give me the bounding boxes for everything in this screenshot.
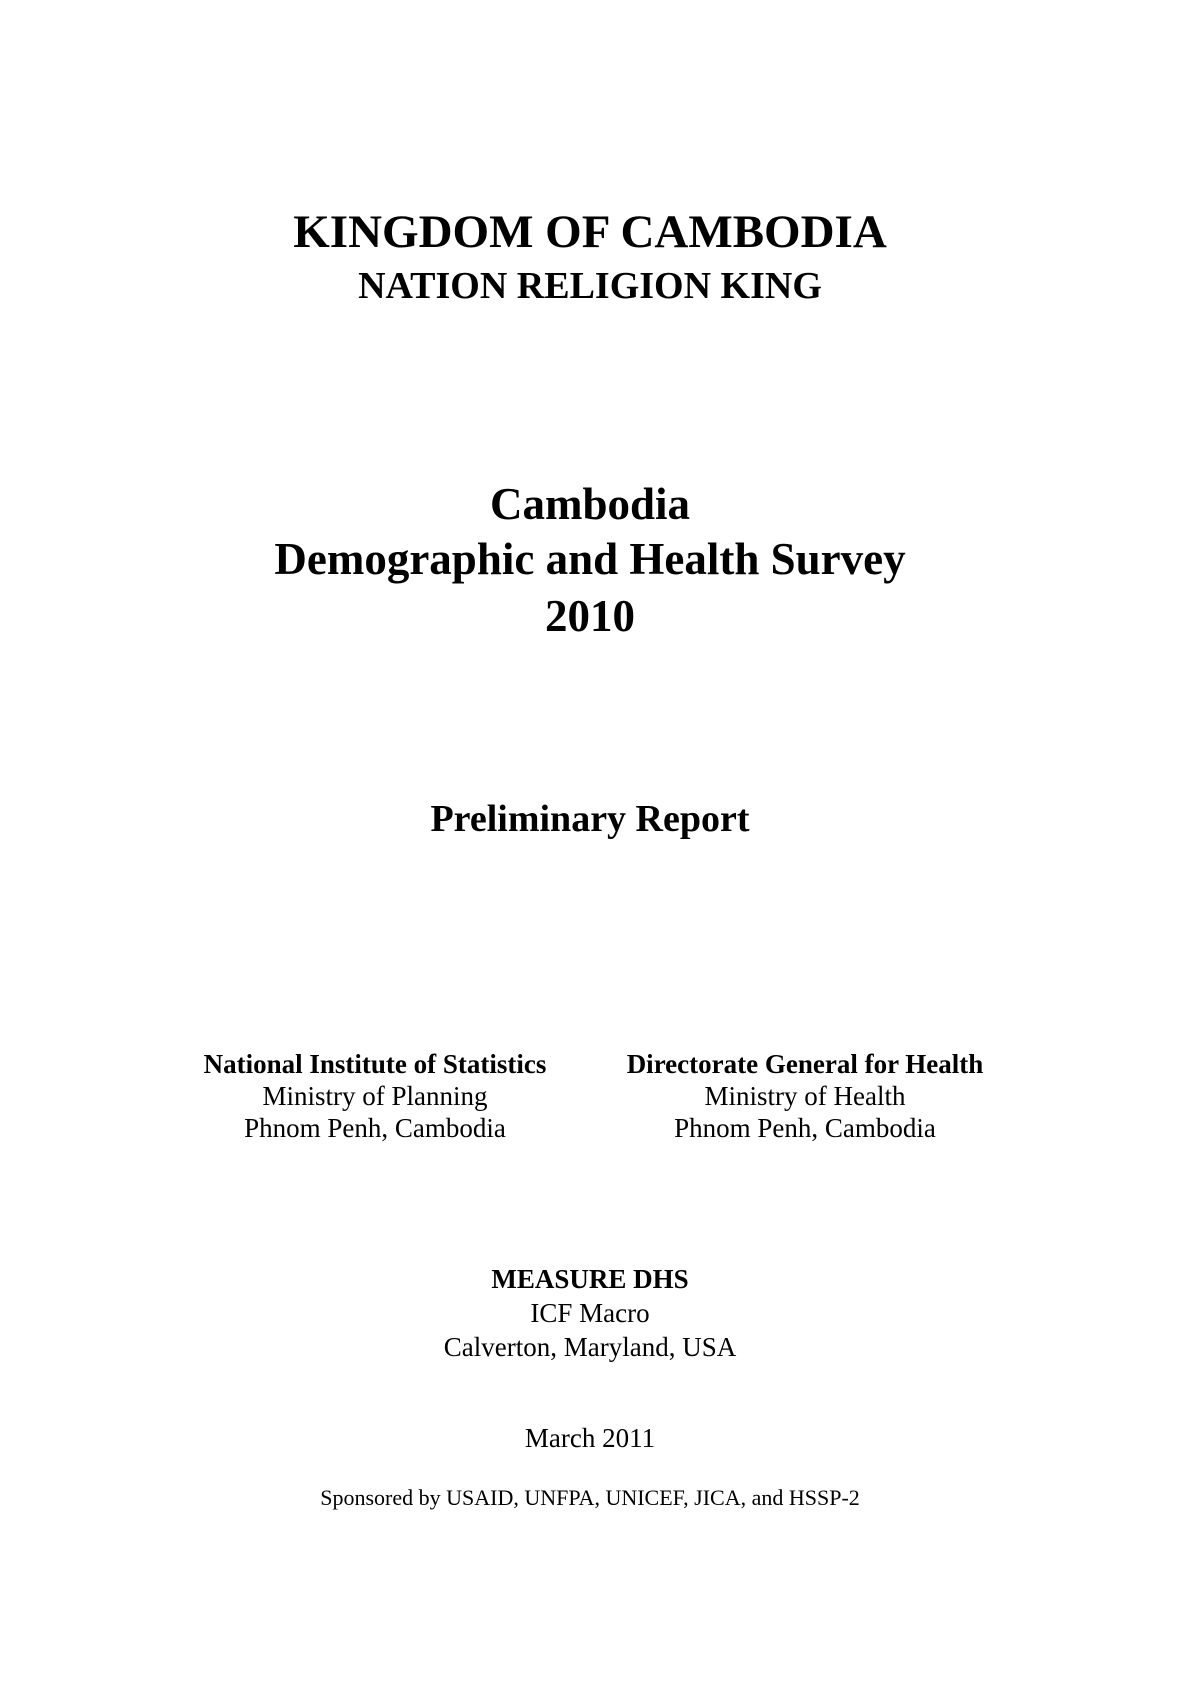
report-type: Preliminary Report bbox=[430, 798, 750, 840]
institution-name: Directorate General for Health bbox=[626, 1049, 984, 1079]
measure-dhs-location: Calverton, Maryland, USA bbox=[443, 1332, 737, 1362]
institution-ministry: Ministry of Planning bbox=[262, 1081, 488, 1111]
institution-nis bbox=[145, 1048, 605, 1144]
measure-dhs-block bbox=[0, 1262, 1180, 1364]
national-motto: NATION RELIGION KING bbox=[358, 265, 822, 307]
institution-location: Phnom Penh, Cambodia bbox=[674, 1113, 936, 1143]
institution-location: Phnom Penh, Cambodia bbox=[244, 1113, 506, 1143]
institution-ministry: Ministry of Health bbox=[704, 1081, 906, 1111]
kingdom-title: KINGDOM OF CAMBODIA bbox=[293, 206, 887, 258]
institution-name: National Institute of Statistics bbox=[203, 1049, 547, 1079]
institution-dgh bbox=[575, 1048, 1035, 1144]
publication-date: March 2011 bbox=[524, 1423, 656, 1453]
measure-dhs-organization: ICF Macro bbox=[530, 1298, 650, 1328]
sponsor-line: Sponsored by USAID, UNFPA, UNICEF, JICA, and HSSP-2 bbox=[320, 1485, 860, 1510]
measure-dhs-name: MEASURE DHS bbox=[491, 1264, 689, 1294]
survey-name: Demographic and Health Survey bbox=[274, 534, 906, 584]
survey-country: Cambodia bbox=[489, 479, 691, 529]
survey-year: 2010 bbox=[545, 591, 635, 641]
